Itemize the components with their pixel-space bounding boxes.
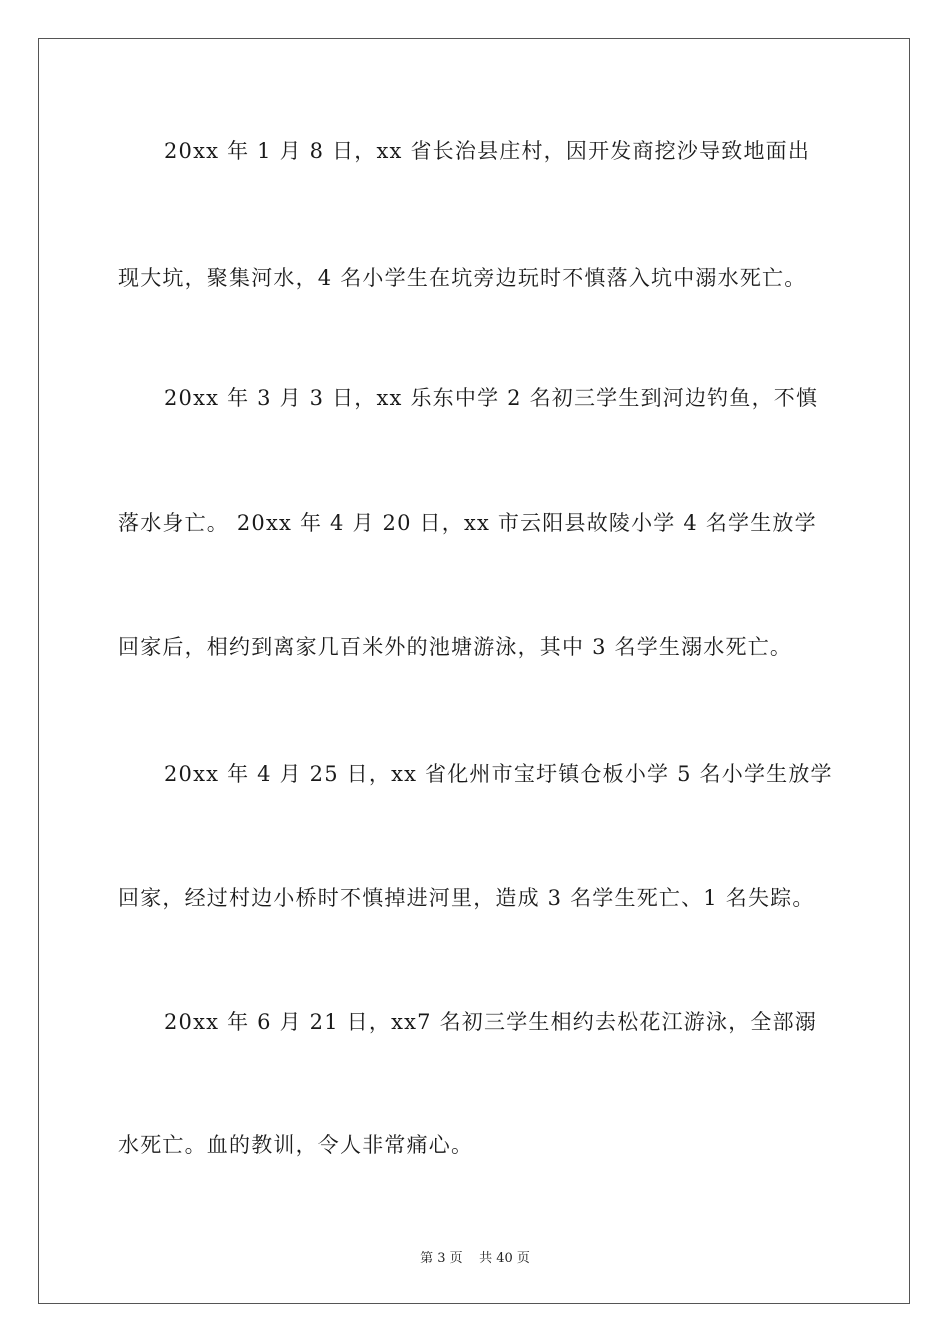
- paragraph-2-line-1: 20xx 年 3 月 3 日，xx 乐东中学 2 名初三学生到河边钓鱼，不慎: [164, 386, 819, 410]
- paragraph-1-line-1: 20xx 年 1 月 8 日，xx 省长治县庄村，因开发商挖沙导致地面出: [164, 139, 811, 163]
- page-border: [38, 38, 910, 1304]
- paragraph-4-line-2: 水死亡。血的教训，令人非常痛心。: [118, 1133, 474, 1157]
- page-number-footer: 第 3 页 共 40 页: [420, 1251, 530, 1266]
- paragraph-2-line-2: 落水身亡。 20xx 年 4 月 20 日，xx 市云阳县故陵小学 4 名学生放学: [118, 511, 817, 535]
- paragraph-3-line-2: 回家，经过村边小桥时不慎掉进河里，造成 3 名学生死亡、1 名失踪。: [118, 886, 815, 910]
- paragraph-3-line-1: 20xx 年 4 月 25 日，xx 省化州市宝圩镇仓板小学 5 名小学生放学: [164, 762, 833, 786]
- paragraph-4-line-1: 20xx 年 6 月 21 日，xx7 名初三学生相约去松花江游泳，全部溺: [164, 1010, 817, 1034]
- paragraph-1-line-2: 现大坑，聚集河水，4 名小学生在坑旁边玩时不慎落入坑中溺水死亡。: [118, 266, 807, 290]
- paragraph-2-line-3: 回家后，相约到离家几百米外的池塘游泳，其中 3 名学生溺水死亡。: [118, 635, 793, 659]
